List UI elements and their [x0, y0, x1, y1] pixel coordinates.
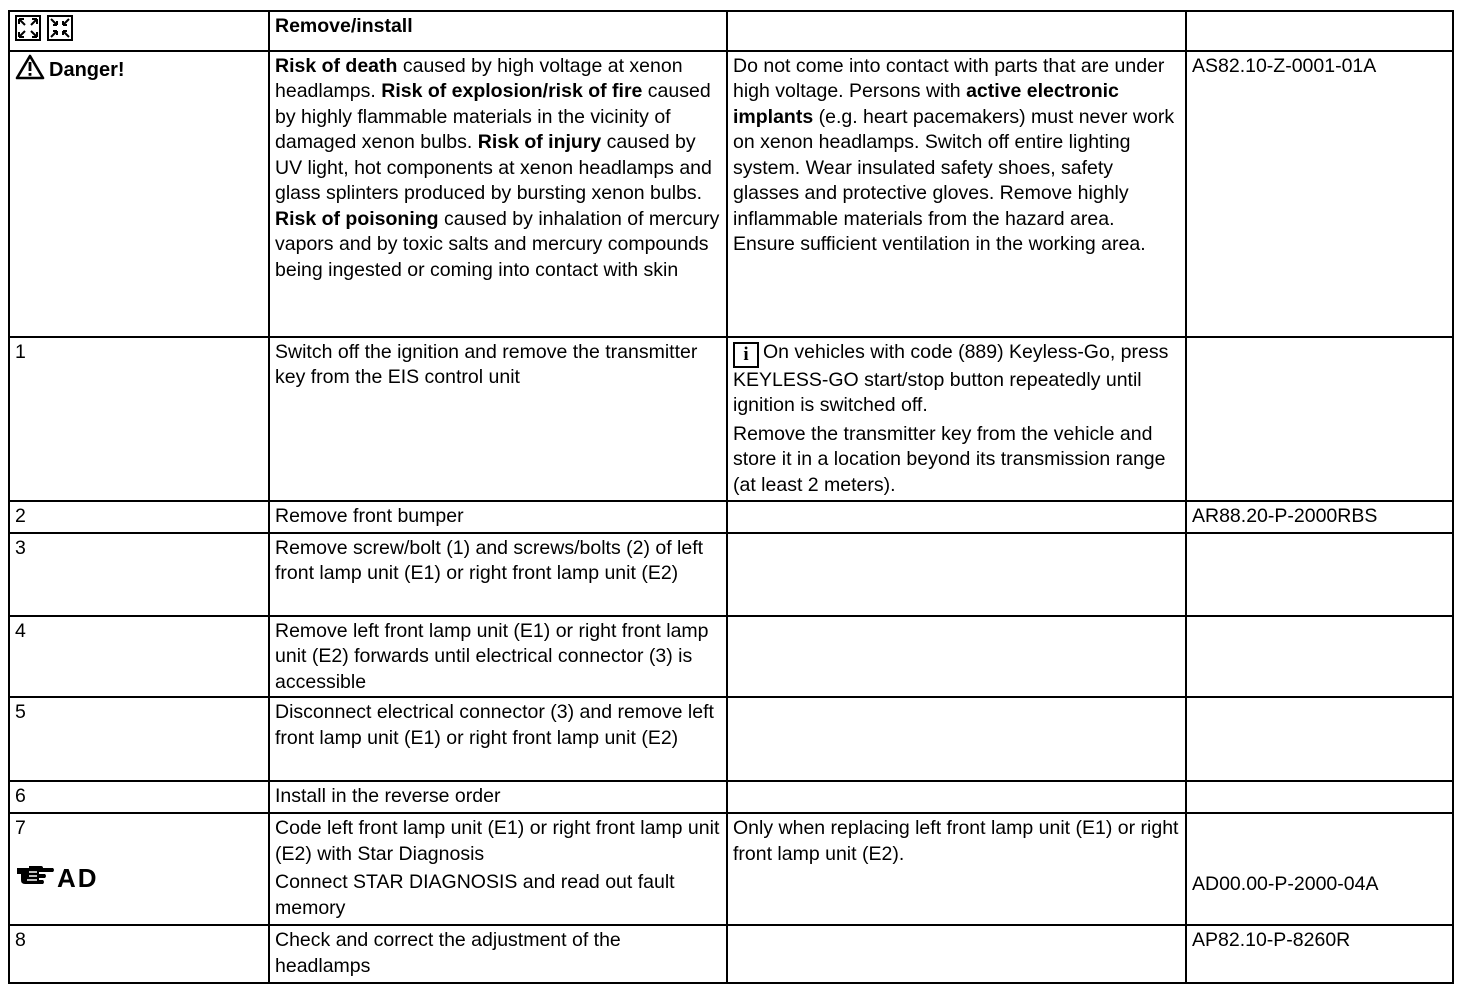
step-number: 8	[15, 929, 26, 951]
step-number: 5	[15, 701, 26, 723]
info-icon: i	[733, 342, 759, 368]
hazard-text: caused by highly flammable materials in the vicinity of damaged xenon bulbs.	[275, 80, 711, 153]
step-note	[727, 337, 1186, 501]
hazard-title: Risk of death	[275, 54, 398, 77]
table-row	[9, 813, 1453, 925]
danger-measures	[727, 51, 1186, 337]
danger-hazards	[269, 51, 727, 337]
step-note: Only when replacing left front lamp unit (E1) or right front lamp unit (E2).	[733, 817, 1179, 865]
step-text: Disconnect electrical connector (3) and remove left front lamp unit (E1) or right front lamp unit (E2)	[275, 701, 714, 749]
header-icons-cell	[9, 11, 269, 51]
hazard-title: Risk of poisoning	[275, 207, 439, 230]
table-row	[9, 337, 1453, 501]
step-text: Remove left front lamp unit (E1) or right front lamp unit (E2) forwards until electrical connector (3) is accessible	[275, 619, 709, 693]
reference-link[interactable]: AS82.10-Z-0001-01A	[1192, 54, 1377, 77]
collapse-arrows-icon[interactable]	[47, 15, 73, 49]
info-note-text: On vehicles with code (889) Keyless-Go, press KEYLESS-GO start/stop button repeatedly until ignition is switched off.	[733, 340, 1169, 416]
step-text-b: Connect STAR DIAGNOSIS and read out fault memory	[275, 871, 675, 919]
ad-badge-label: AD	[57, 862, 99, 893]
table-row	[9, 781, 1453, 813]
step-reference[interactable]: AR88.20-P-2000RBS	[1192, 504, 1378, 527]
step-text: Switch off the ignition and remove the transmitter key from the EIS control unit	[275, 340, 698, 388]
hazard-title: Risk of injury	[477, 131, 602, 153]
step-reference[interactable]: AP82.10-P-8260R	[1192, 929, 1351, 951]
danger-label: Danger!	[49, 58, 125, 81]
step-number: 7	[15, 817, 26, 839]
header-row	[9, 11, 1453, 51]
measures-bold: active electronic implants	[733, 80, 1119, 128]
danger-row	[9, 51, 1453, 337]
step-number: 4	[15, 619, 26, 642]
warning-triangle-icon	[15, 54, 45, 88]
step-text: Remove screw/bolt (1) and screws/bolts (2) of left front lamp unit (E1) or right front lamp unit (E2)	[275, 536, 704, 584]
hazard-title: Risk of explosion/risk of fire	[381, 80, 643, 102]
step-number: 2	[15, 504, 26, 527]
procedure-table	[8, 10, 1454, 984]
header-empty-ref	[1186, 11, 1453, 51]
step-text: Install in the reverse order	[275, 785, 501, 807]
note-text: Remove the transmitter key from the vehicle and store it in a location beyond its transmission range (at least 2 meters).	[733, 422, 1166, 496]
step-number-cell	[9, 813, 269, 925]
table-row	[9, 616, 1453, 698]
danger-reference	[1186, 51, 1453, 337]
header-title-text: Remove/install	[275, 15, 413, 37]
table-row	[9, 501, 1453, 533]
step-reference[interactable]: AD00.00-P-2000-04A	[1192, 873, 1379, 895]
table-row	[9, 925, 1453, 983]
pointing-hand-icon	[15, 864, 55, 894]
hazard-text: caused by inhalation of mercury vapors and by toxic salts and mercury compounds being ingested or coming into contact with skin	[275, 207, 720, 281]
step-number: 6	[15, 785, 26, 807]
ad-badge[interactable]	[15, 864, 99, 894]
measures-text: (e.g. heart pacemakers) must never work on xenon headlamps. Switch off entire lighting system. Wear insulated safety shoes, safety glasses and protective gloves. Remove highly inflammable materials from the hazard area. Ensure sufficient ventilation in the working area.	[733, 105, 1175, 255]
step-number: 1	[15, 340, 26, 363]
table-row	[9, 697, 1453, 781]
step-text: Remove front bumper	[275, 504, 464, 527]
header-empty-note	[727, 11, 1186, 51]
table-row	[9, 533, 1453, 616]
danger-label-cell	[9, 51, 269, 337]
hazard-text: caused by high voltage at xenon headlamps.	[275, 54, 683, 102]
hazard-text: caused by UV light, hot components at xenon headlamps and glass splinters produced by bursting xenon bulbs.	[275, 131, 712, 204]
expand-arrows-icon[interactable]	[15, 15, 41, 49]
measures-text: Do not come into contact with parts that are under high voltage. Persons with	[733, 54, 1165, 102]
step-text: Check and correct the adjustment of the headlamps	[275, 929, 621, 977]
step-text: Code left front lamp unit (E1) or right front lamp unit (E2) with Star Diagnosis	[275, 817, 720, 865]
step-number: 3	[15, 536, 26, 559]
header-title	[269, 11, 727, 51]
